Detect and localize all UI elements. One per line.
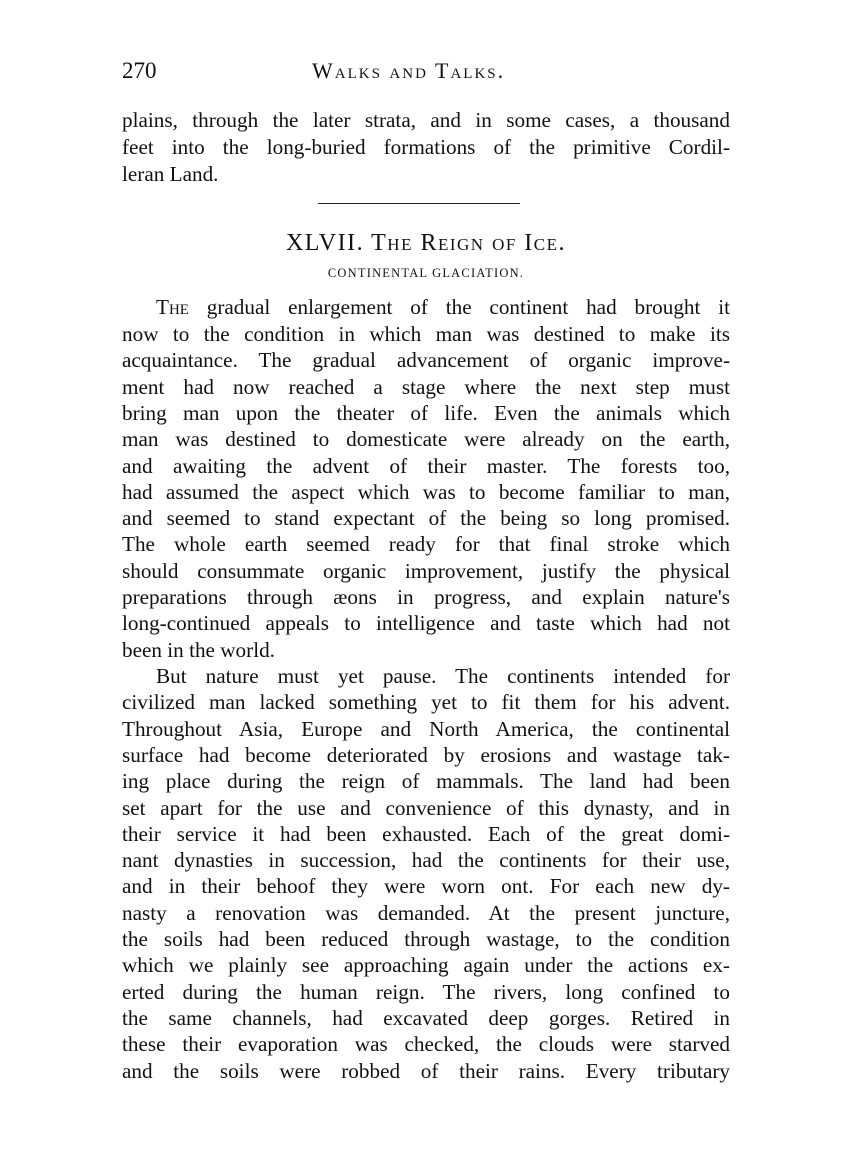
text-line: the soils had been reduced through wastage, to the condition <box>122 927 730 951</box>
text-line: had assumed the aspect which was to become familiar to man, <box>122 479 730 504</box>
text-line: should consummate organic improvement, justify the physical <box>122 558 730 583</box>
paragraph-first-line <box>122 294 730 320</box>
running-title: Walks and Talks. <box>312 58 506 83</box>
section-divider <box>318 203 520 204</box>
text-line: The whole earth seemed ready for that final stroke which <box>122 532 730 557</box>
chapter-title: XLVII. The Reign of Ice. <box>285 230 567 256</box>
text-line: the same channels, had excavated deep gorges. Retired in <box>122 1005 730 1030</box>
text-line: plains, through the later strata, and in some cases, a thousand <box>122 108 730 132</box>
chapter-subtitle: CONTINENTAL GLACIATION. <box>327 266 525 280</box>
text-line: nant dynasties in succession, had the continents for their use, <box>122 848 730 873</box>
text-line: which we plainly see approaching again under the actions ex- <box>122 953 730 978</box>
text-line: now to the condition in which man was destined to make its <box>122 322 730 346</box>
text-line: leran Land. <box>122 162 219 186</box>
text-line: and the soils were robbed of their rains. Every tributary <box>122 1058 730 1083</box>
text-line: ing place during the reign of mammals. The land had been <box>122 769 730 794</box>
text-line: and in their behoof they were worn ont. For each new dy- <box>122 874 730 899</box>
text-line: acquaintance. The gradual advancement of organic improve- <box>122 348 730 373</box>
text-line: been in the world. <box>122 637 275 662</box>
text-line: Throughout Asia, Europe and North America, the continental <box>122 716 730 741</box>
text-line: set apart for the use and convenience of this dynasty, and in <box>122 795 730 820</box>
text-line: these their evaporation was checked, the clouds were starved <box>122 1032 730 1057</box>
page-number: 270 <box>122 58 157 83</box>
text-line: and awaiting the advent of their master. The forests too, <box>122 453 730 478</box>
text-line: long-continued appeals to intelligence and taste which had not <box>122 611 730 636</box>
text-line: erted during the human reign. The rivers, long confined to <box>122 979 730 1004</box>
text-line: and seemed to stand expectant of the being so long promised. <box>122 506 730 531</box>
text-line: their service it had been exhausted. Each of the great domi- <box>122 821 730 846</box>
first-line-text: gradual enlargement of the continent had brought it <box>188 295 730 319</box>
text-line: preparations through æons in progress, and explain nature's <box>122 585 730 609</box>
text-line: But nature must yet pause. The continents intended for <box>156 664 730 688</box>
text-line: man was destined to domesticate were already on the earth, <box>122 427 730 452</box>
text-line: surface had become deteriorated by erosions and wastage tak- <box>122 742 730 767</box>
page-header <box>122 58 730 92</box>
text-line: nasty a renovation was demanded. At the present juncture, <box>122 900 730 925</box>
text-line: feet into the long-buried formations of the primitive Cordil- <box>122 135 730 159</box>
first-word: The <box>156 295 189 319</box>
text-line: civilized man lacked something yet to fit them for his advent. <box>122 690 730 715</box>
text-line: bring man upon the theater of life. Even the animals which <box>122 400 730 425</box>
text-line: ment had now reached a stage where the next step must <box>122 374 730 399</box>
